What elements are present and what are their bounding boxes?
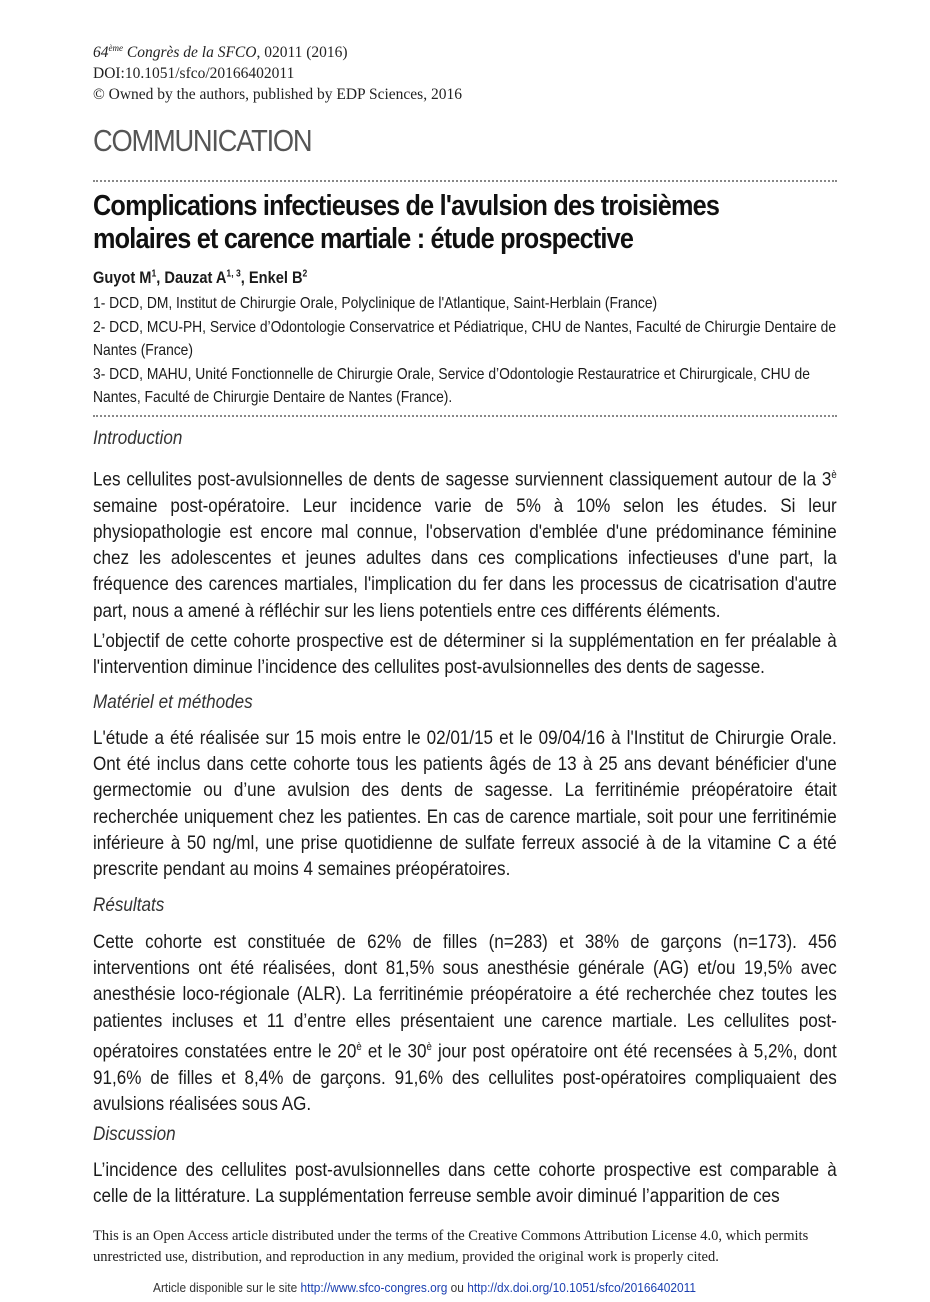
doi: DOI:10.1051/sfco/20166402011 <box>93 65 295 83</box>
citation-header <box>93 38 462 105</box>
affiliation-1: 1- DCD, DM, Institut de Chirurgie Orale, Polyclinique de l'Atlantique, Saint-Herblain (France) <box>93 295 658 312</box>
availability-footer <box>153 1280 696 1295</box>
author: Dauzat A$^{1, 3}$, <box>164 268 249 287</box>
dotted-divider-top <box>93 180 837 182</box>
article-title <box>93 190 754 256</box>
heading-methods: Matériel et méthodes <box>93 692 253 713</box>
license-notice: This is an Open Access article distributed under the terms of the Creative Commons Attribution License 4.0, which permits unrestricted use, distribution, and reproduction in any medium, provided the original work is properly cited. <box>93 1228 809 1265</box>
methods-paragraph: L'étude a été réalisée sur 15 mois entre le 02/01/15 et le 09/04/16 à l'Institut de Chirurgie Orale. Ont été inclus dans cette cohorte tous les patients âgés de 13 à 25 ans devant bénéficier d'une germectomie ou d’une avulsion des dents de sagesse. La ferritinémie préopératoire était recherchée uniquement chez les patientes. En cas de carence martiale, soit pour une ferritinémie inférieure à 50 ng/ml, une prise quotidienne de sulfate ferreux associé à de la vitamine C a été prescrite pendant au moins 4 semaines préopératoires. <box>93 727 837 881</box>
doi-link[interactable]: http://dx.doi.org/10.1051/sfco/20166402011 <box>467 1280 696 1295</box>
affiliation-2: 2- DCD, MCU-PH, Service d’Odontologie Conservatrice et Pédiatrique, CHU de Nantes, Faculté de Chirurgie Dentaire de Nantes (France) <box>93 318 837 359</box>
heading-discussion: Discussion <box>93 1124 176 1145</box>
author: Enkel $B^2$ <box>248 268 308 287</box>
journal-name: 64ème Congrès de la SFCO <box>93 43 257 62</box>
footer-middle: ou <box>447 1280 468 1295</box>
copyright: © Owned by the authors, published by EDP Sciences, 2016 <box>93 86 462 104</box>
heading-introduction: Introduction <box>93 428 183 449</box>
results-paragraph: Cette cohorte est constituée de 62% de filles (n=283) et 38% de garçons (n=173). 456 interventions ont été réalisées, dont 81,5% sous anesthésie générale (AG) et/ou 19,5% avec anesthésie loco-régionale (ALR). La ferritinémie préopératoire a été recherchée chez toutes les patientes incluses et 11 d’entre elles présentaient une carence martiale. Les cellulites post-opératoires constatées entre le $20^è$ et le $30^è$ jour post opératoire ont été recensées à 5,2%, dont 91,6% de filles et 8,4% de garçons. 91,6% des cellulites post-opératoires compliquaient des avulsions réalisées sous AG. <box>93 931 837 1115</box>
heading-results: Résultats <box>93 895 165 916</box>
journal-citation: , 02011 (2016) <box>256 44 348 62</box>
affiliation-3: 3- DCD, MAHU, Unité Fonctionnelle de Chirurgie Orale, Service d’Odontologie Restauratrice et Chirurgicale, CHU de Nantes, Faculté de Chirurgie Dentaire de Nantes (France). <box>93 365 810 406</box>
title-line-2: molaires et carence martiale : étude prospective <box>93 223 634 255</box>
discussion-paragraph: L’incidence des cellulites post-avulsionnelles dans cette cohorte prospective est comparable à celle de la littérature. La supplémentation ferreuse semble avoir diminué l’apparition de ces <box>93 1159 837 1208</box>
intro-paragraph-1: Les cellulites post-avulsionnelles de dents de sagesse surviennent classiquement autour de la $3^è$ semaine post-opératoire. Leur incidence varie de 5% à 10% selon les études. Si leur physiopathologie est encore mal connue, l'observation d'emblée d'une prédominance féminine chez les adolescentes et jeunes adultes dans ces complications infectieuses d'une part, la fréquence des carences martiales, l'implication du fer dans les processus de cicatrisation d'autre part, nous a amené à réfléchir sur les liens potentiels entre ces différents éléments. <box>93 468 837 622</box>
dotted-divider-bottom <box>93 415 837 417</box>
author-list <box>93 268 307 288</box>
author: Guyot $M^1$, <box>93 268 165 287</box>
journal-line <box>93 38 462 63</box>
section-label: COMMUNICATION <box>93 123 312 158</box>
intro-paragraph-2: L’objectif de cette cohorte prospective est de déterminer si la supplémentation en fer préalable à l'intervention diminue l’incidence des cellulites post-avulsionnelles des dents de sagesse. <box>93 630 837 679</box>
affiliations <box>93 292 837 410</box>
sfco-site-link[interactable]: http://www.sfco-congres.org <box>300 1280 448 1295</box>
footer-prefix: Article disponible sur le site <box>153 1280 301 1295</box>
title-line-1: Complications infectieuses de l'avulsion des troisièmes <box>93 190 720 222</box>
